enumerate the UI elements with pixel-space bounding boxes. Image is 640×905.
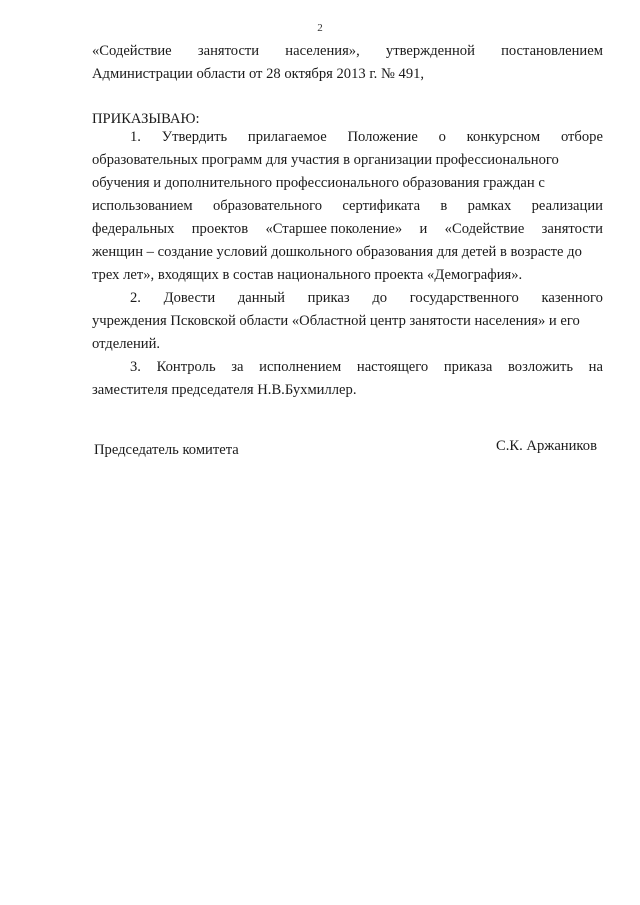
word: образовательного	[212, 198, 323, 214]
word: «Содействие	[444, 221, 525, 237]
item1-line-1	[92, 126, 603, 148]
word: данный	[237, 290, 285, 306]
item2-line-2: учреждения Псковской области «Областной центр занятости населения» и его	[92, 313, 580, 329]
word: на	[588, 359, 603, 375]
word: до	[372, 290, 388, 306]
word: за	[231, 359, 244, 375]
item1-line-2: образовательных программ для участия в организации профессионального	[92, 152, 559, 168]
word: проектов	[191, 221, 249, 237]
item1-line-4	[92, 195, 603, 217]
word: реализации	[531, 198, 603, 214]
word: Положение	[347, 129, 418, 145]
order-heading: ПРИКАЗЫВАЮ:	[92, 111, 200, 127]
word: исполнением	[259, 359, 342, 375]
word: отборе	[560, 129, 603, 145]
word: постановлением	[501, 43, 603, 59]
word: приказа	[443, 359, 493, 375]
word: прилагаемое	[247, 129, 327, 145]
item1-line-7: трех лет», входящих в состав национального проекта «Демография».	[92, 267, 523, 283]
word: «Содействие	[92, 43, 172, 59]
word: утвержденной	[385, 43, 475, 59]
word: сертификата	[342, 198, 421, 214]
item1-line-6: женщин – создание условий дошкольного образования для детей в возрасте до	[92, 244, 582, 260]
item1-line-3: обучения и дополнительного профессионального образования граждан с	[92, 175, 545, 191]
item2-line-3: отделений.	[92, 336, 161, 352]
word: государственного	[409, 290, 519, 306]
signature-position: Председатель комитета	[94, 442, 239, 458]
word: «Старшее поколение»	[265, 221, 403, 237]
intro-line-2: Администрации области от 28 октября 2013 г. № 491,	[92, 66, 425, 82]
word: рамках	[467, 198, 512, 214]
word: населения»,	[285, 43, 360, 59]
page-number: 2	[317, 22, 323, 34]
word: занятости	[197, 43, 260, 59]
signature-name: С.К. Аржаников	[496, 438, 597, 454]
word: конкурсном	[466, 129, 541, 145]
intro-line-1	[92, 40, 603, 62]
item-number: 1.	[130, 129, 141, 145]
word: занятости	[541, 221, 603, 237]
word: федеральных	[92, 221, 175, 237]
word: Контроль	[156, 359, 216, 375]
word: приказ	[307, 290, 350, 306]
word: настоящего	[356, 359, 429, 375]
item3-line-2: заместителя председателя Н.В.Бухмиллер.	[92, 382, 357, 398]
word: о	[438, 129, 446, 145]
word: Утвердить	[161, 129, 228, 145]
word: казенного	[541, 290, 603, 306]
item3-line-1	[92, 356, 603, 378]
word: возложить	[508, 359, 574, 375]
word: Довести	[163, 290, 216, 306]
word: использованием	[92, 198, 193, 214]
item-number: 3.	[130, 359, 141, 375]
item-number: 2.	[130, 290, 141, 306]
word: и	[419, 221, 428, 237]
item2-line-1	[92, 287, 603, 309]
word: в	[440, 198, 448, 214]
item1-line-5	[92, 218, 603, 240]
